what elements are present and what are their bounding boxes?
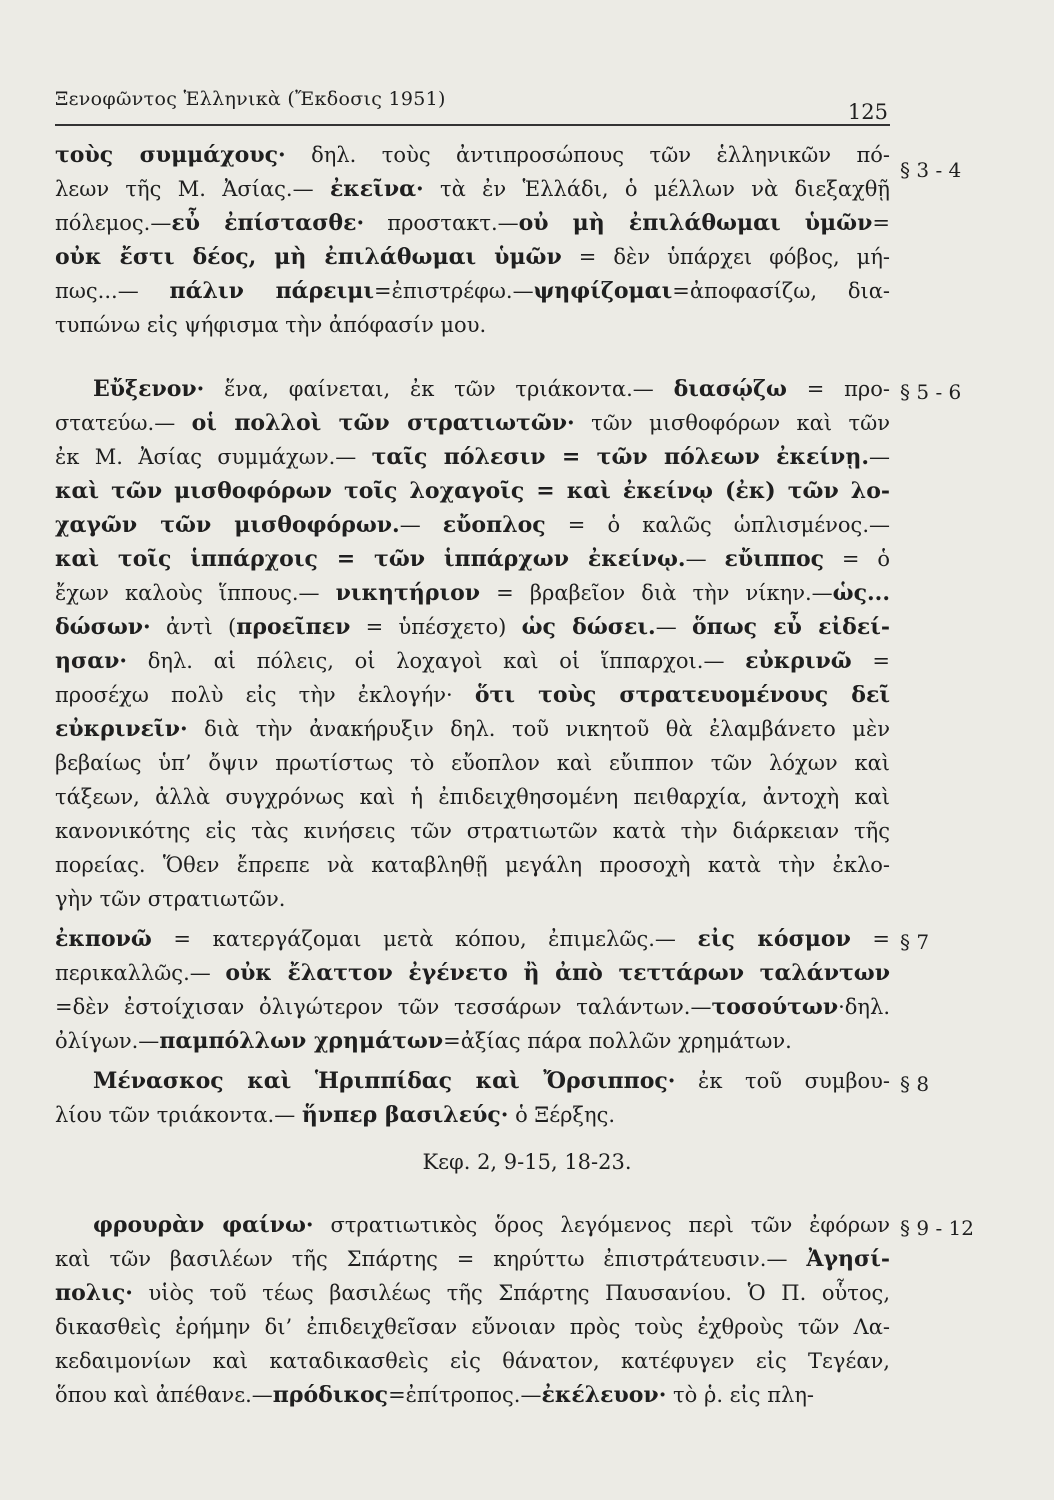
text-line bbox=[55, 644, 890, 678]
text-line bbox=[55, 1310, 890, 1344]
gloss-text: = ὁ bbox=[824, 547, 890, 571]
gloss-text: ἕνα, φαίνεται, ἐκ τῶν τριάκοντα.— bbox=[204, 377, 674, 401]
lemma-term: ἥνπερ βασιλεύς· bbox=[301, 1102, 509, 1128]
lemma-term: εὐκρινεῖν· bbox=[55, 716, 188, 742]
gloss-text: πορείας. Ὅθεν ἔπρεπε νὰ καταβληθῇ μεγάλη προσοχὴ κατὰ τὴν ἐκλο- bbox=[55, 853, 890, 877]
gloss-text: στρατιωτικὸς ὅρος λεγόμενος περὶ τῶν ἐφόρων bbox=[313, 1213, 890, 1237]
section-marker: § 8 bbox=[900, 1072, 930, 1096]
gloss-text: = δὲν ὑπάρχει φόβος, μή- bbox=[561, 245, 890, 269]
gloss-text: =ἀποφασίζω, δια- bbox=[672, 279, 890, 303]
gloss-text: βεβαίως ὑπ’ ὄψιν πρωτίστως τὸ εὔοπλον καὶ εὔιππον τῶν λόχων καὶ bbox=[55, 751, 890, 775]
lemma-term: οὐ μὴ ἐπιλάθωμαι ὑμῶν bbox=[518, 210, 873, 236]
gloss-text: — bbox=[868, 445, 890, 469]
text-line bbox=[55, 882, 890, 916]
gloss-text: =ἐπίτροπος.— bbox=[388, 1383, 542, 1407]
gloss-text: λίου τῶν τριάκοντα.— bbox=[55, 1103, 302, 1127]
paragraph bbox=[55, 1208, 890, 1412]
gloss-text: =ἀξίας πάρα πολλῶν χρημάτων. bbox=[443, 1029, 792, 1053]
lemma-term: εὖ ἐπίστασθε· bbox=[171, 210, 365, 236]
section-marker: § 9 - 12 bbox=[900, 1216, 975, 1240]
header-title: Ξενοφῶντος Ἑλληνικὰ (Ἔκδοσις 1951) bbox=[55, 88, 446, 110]
gloss-text: γὴν τῶν στρατιωτῶν. bbox=[55, 887, 286, 911]
lemma-term: εὐκρινῶ bbox=[745, 648, 852, 674]
lemma-term: ησαν· bbox=[55, 648, 128, 674]
running-header bbox=[55, 88, 890, 126]
text-line bbox=[55, 308, 890, 342]
gloss-text: διὰ τὴν ἀνακήρυξιν δηλ. τοῦ νικητοῦ θὰ ἐλαμβάνετο μὲν bbox=[187, 717, 890, 741]
text-line bbox=[55, 990, 890, 1024]
lemma-term: τοὺς συμμάχους· bbox=[55, 142, 286, 168]
gloss-text: = προ- bbox=[786, 377, 890, 401]
gloss-text: τῶν μισθοφόρων καὶ τῶν bbox=[574, 411, 890, 435]
gloss-text: προστακτ.— bbox=[364, 211, 519, 235]
chapter-heading: Κεφ. 2, 9-15, 18-23. bbox=[422, 1150, 632, 1174]
section-marker: § 3 - 4 bbox=[900, 158, 962, 182]
lemma-term: ἐκεῖνα· bbox=[329, 176, 424, 202]
gloss-text: = bbox=[851, 649, 890, 673]
lemma-term: χαγῶν τῶν μισθοφόρων. bbox=[55, 512, 400, 538]
text-line bbox=[55, 956, 890, 990]
text-line bbox=[55, 1024, 890, 1058]
gloss-text: ὁ Ξέρξης. bbox=[508, 1103, 616, 1127]
paragraph bbox=[55, 138, 890, 342]
lemma-term: νικητήριον bbox=[335, 580, 481, 606]
gloss-text: = ὁ καλῶς ὡπλισμένος.— bbox=[545, 513, 890, 537]
gloss-text: ἐκ Μ. Ἀσίας συμμάχων.— bbox=[55, 445, 372, 469]
gloss-text: ὀλίγων.— bbox=[55, 1029, 160, 1053]
paragraph bbox=[55, 922, 890, 1058]
text-line bbox=[55, 1208, 890, 1242]
lemma-term: προεῖπεν bbox=[236, 614, 351, 640]
lemma-term: ὅτι τοὺς στρατευομένους δεῖ bbox=[474, 682, 890, 708]
text-line bbox=[55, 1242, 890, 1276]
text-line bbox=[55, 780, 890, 814]
lemma-term: καὶ τῶν μισθοφόρων τοῖς λοχαγοῖς = καὶ ἐκείνῳ (ἐκ) τῶν λο- bbox=[55, 478, 890, 504]
text-line bbox=[55, 542, 890, 576]
gloss-text: =ἐπιστρέφω.— bbox=[374, 279, 534, 303]
gloss-text: στατεύω.— bbox=[55, 411, 192, 435]
lemma-term: δώσων· bbox=[55, 614, 151, 640]
gloss-text: κανονικότης εἰς τὰς κινήσεις τῶν στρατιωτῶν κατὰ τὴν διάρκειαν τῆς bbox=[55, 819, 890, 843]
lemma-term: τοσούτων bbox=[711, 994, 839, 1020]
lemma-term: καὶ τοῖς ἱππάρχοις = τῶν ἱππάρχων ἐκείνῳ. bbox=[55, 546, 686, 572]
text-line bbox=[55, 610, 890, 644]
lemma-term: ἐκέλευον· bbox=[541, 1382, 667, 1408]
lemma-term: οὐκ ἔστι δέος, μὴ ἐπιλάθωμαι ὑμῶν bbox=[55, 244, 562, 270]
lemma-term: Εὔξενον· bbox=[93, 376, 205, 402]
text-line bbox=[55, 1344, 890, 1378]
gloss-text: =δὲν ἐστοίχισαν ὀλιγώτερον τῶν τεσσάρων ταλάντων.— bbox=[55, 995, 712, 1019]
text-line bbox=[55, 746, 890, 780]
text-line bbox=[55, 1098, 890, 1132]
gloss-text: δηλ. αἱ πόλεις, οἱ λοχαγοὶ καὶ οἱ ἵππαρχοι.— bbox=[127, 649, 746, 673]
lemma-term: ταῖς πόλεσιν = τῶν πόλεων ἐκείνῃ. bbox=[371, 444, 869, 470]
lemma-term: παμπόλλων χρημάτων bbox=[159, 1028, 444, 1054]
section-marker: § 7 bbox=[900, 930, 930, 954]
gloss-text: δηλ. τοὺς ἀντιπροσώπους τῶν ἑλληνικῶν πό- bbox=[285, 143, 890, 167]
gloss-text: ἀντὶ ( bbox=[150, 615, 237, 639]
gloss-text: — bbox=[685, 547, 725, 571]
gloss-text: καὶ τῶν βασιλέων τῆς Σπάρτης = κηρύττω ἐπιστράτευσιν.— bbox=[55, 1247, 807, 1271]
gloss-text: τυπώνω εἰς ψήφισμα τὴν ἀπόφασίν μου. bbox=[55, 313, 487, 337]
text-line bbox=[55, 274, 890, 308]
page-number: 125 bbox=[847, 100, 888, 124]
gloss-text: κεδαιμονίων καὶ καταδικασθεὶς εἰς θάνατον, κατέφυγεν εἰς Τεγέαν, bbox=[55, 1349, 890, 1373]
gloss-text: ·δηλ. bbox=[838, 995, 890, 1019]
text-line bbox=[55, 1064, 890, 1098]
section-marker: § 5 - 6 bbox=[900, 380, 962, 404]
text-line bbox=[55, 240, 890, 274]
lemma-term: ὡς... bbox=[832, 580, 890, 606]
lemma-term: Ἀγησί- bbox=[806, 1246, 890, 1272]
text-line bbox=[55, 814, 890, 848]
gloss-text: περικαλλῶς.— bbox=[55, 961, 226, 985]
lemma-term: Μένασκος καὶ Ἡριππίδας καὶ Ὄρσιππος· bbox=[93, 1068, 676, 1094]
gloss-text: τὸ ῥ. εἰς πλη- bbox=[666, 1383, 815, 1407]
lemma-term: διασῴζω bbox=[673, 376, 787, 402]
gloss-text: πόλεμος.— bbox=[55, 211, 172, 235]
lemma-term: φρουρὰν φαίνω· bbox=[93, 1212, 314, 1238]
gloss-text: = ὑπέσχετο) bbox=[350, 615, 522, 639]
text-line bbox=[55, 172, 890, 206]
gloss-text: τὰ ἐν Ἑλλάδι, ὁ μέλλων νὰ διεξαχθῇ bbox=[423, 177, 890, 201]
gloss-text: λεων τῆς Μ. Ἀσίας.— bbox=[55, 177, 330, 201]
text-line bbox=[55, 372, 890, 406]
paragraph bbox=[55, 1064, 890, 1132]
text-line bbox=[55, 406, 890, 440]
gloss-text: ἔχων καλοὺς ἵππους.— bbox=[55, 581, 336, 605]
gloss-text: = βραβεῖον διὰ τὴν νίκην.— bbox=[480, 581, 833, 605]
lemma-term: ὡς δώσει. bbox=[521, 614, 656, 640]
lemma-term: εὔιππος bbox=[724, 546, 825, 572]
gloss-text: — bbox=[399, 513, 443, 537]
lemma-term: πολις· bbox=[55, 1280, 133, 1306]
gloss-text: ἐκ τοῦ συμβου- bbox=[675, 1069, 890, 1093]
text-line bbox=[55, 474, 890, 508]
text-line bbox=[55, 1378, 890, 1412]
lemma-term: πρόδικος bbox=[272, 1382, 389, 1408]
gloss-text: υἱὸς τοῦ τέως βασιλέως τῆς Σπάρτης Παυσανίου. Ὁ Π. οὗτος, bbox=[132, 1281, 890, 1305]
text-line bbox=[55, 922, 890, 956]
paragraph bbox=[55, 372, 890, 916]
text-line bbox=[55, 508, 890, 542]
gloss-text: = bbox=[850, 927, 890, 951]
lemma-term: εἰς κόσμον bbox=[697, 926, 851, 952]
gloss-text: ὅπου καὶ ἀπέθανε.— bbox=[55, 1383, 273, 1407]
gloss-text: τάξεων, ἀλλὰ συγχρόνως καὶ ἡ ἐπιδειχθησομένη πειθαρχία, ἀντοχὴ καὶ bbox=[55, 785, 890, 809]
text-line bbox=[55, 138, 890, 172]
text-line bbox=[55, 206, 890, 240]
gloss-text: πως...— bbox=[55, 279, 170, 303]
text-line bbox=[55, 440, 890, 474]
lemma-term: ἐκπονῶ bbox=[55, 926, 152, 952]
lemma-term: ὅπως εὖ εἰδεί- bbox=[691, 614, 890, 640]
text-line bbox=[55, 576, 890, 610]
gloss-text: — bbox=[655, 615, 692, 639]
text-line bbox=[55, 848, 890, 882]
lemma-term: εὔοπλος bbox=[442, 512, 546, 538]
gloss-text: δικασθεὶς ἐρήμην δι’ ἐπιδειχθεῖσαν εὔνοιαν πρὸς τοὺς ἐχθροὺς τῶν Λα- bbox=[55, 1315, 890, 1339]
lemma-term: πάλιν πάρειμι bbox=[169, 278, 374, 304]
text-line bbox=[55, 712, 890, 746]
lemma-term: οὐκ ἔλαττον ἐγένετο ἢ ἀπὸ τεττάρων ταλάντων bbox=[225, 960, 890, 986]
gloss-text: = bbox=[872, 211, 890, 235]
lemma-term: οἱ πολλοὶ τῶν στρατιωτῶν· bbox=[191, 410, 575, 436]
gloss-text: προσέχω πολὺ εἰς τὴν ἐκλογήν· bbox=[55, 683, 475, 707]
gloss-text: = κατεργάζομαι μετὰ κόπου, ἐπιμελῶς.— bbox=[151, 927, 698, 951]
text-line bbox=[55, 678, 890, 712]
text-line bbox=[55, 1276, 890, 1310]
lemma-term: ψηφίζομαι bbox=[533, 278, 673, 304]
